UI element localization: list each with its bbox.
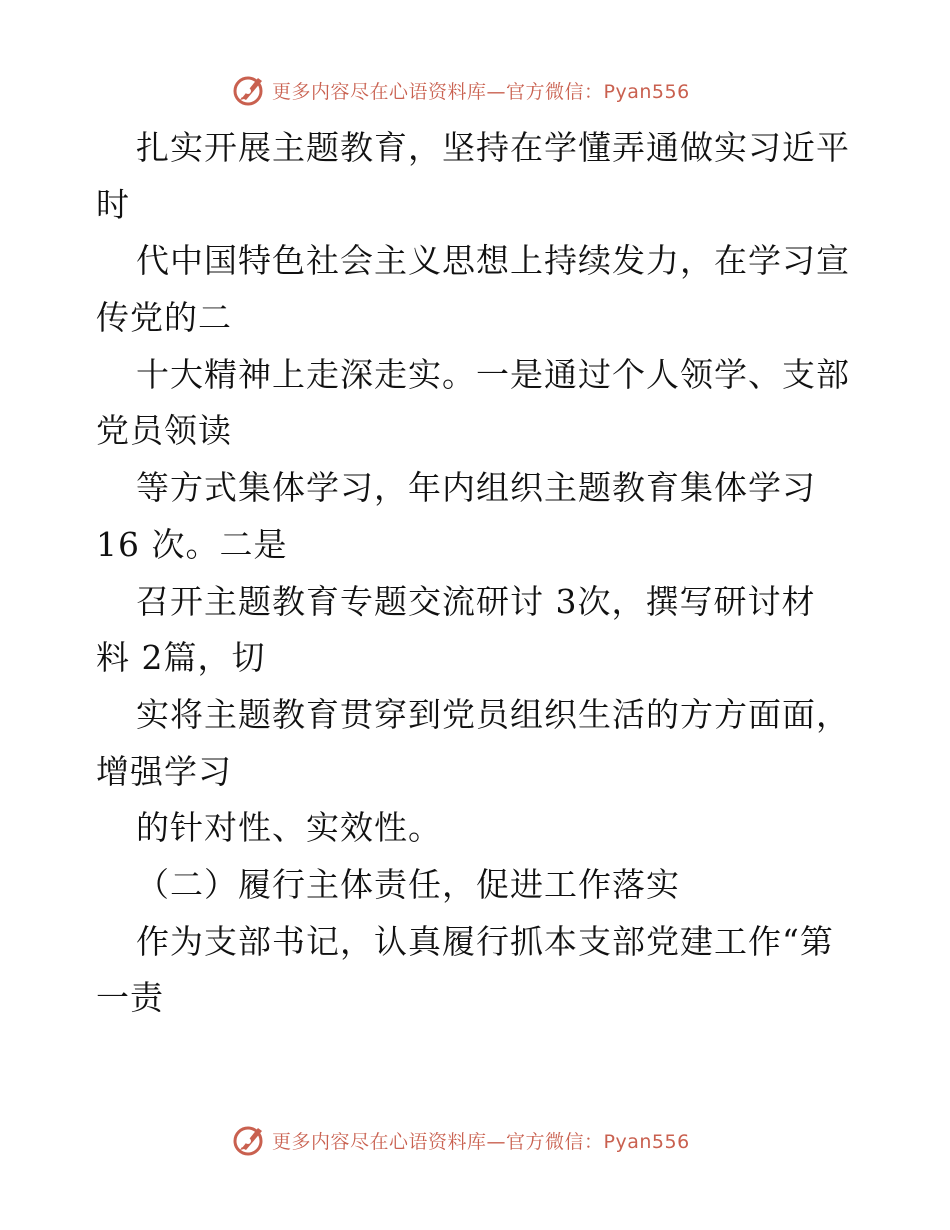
header-watermark <box>232 70 690 110</box>
text-line: 实将主题教育贯穿到党员组织生活的方方面面， <box>136 694 850 734</box>
text-line: 料 2篇，切 <box>96 638 266 678</box>
text-line: 一责 <box>96 978 164 1018</box>
text-line: 召开主题教育专题交流研讨 3次，撰写研讨材 <box>136 581 816 621</box>
footer-watermark <box>232 1120 690 1160</box>
quill-seal-icon <box>232 72 268 108</box>
text-line: 增强学习 <box>96 751 232 791</box>
text-line: 时 <box>96 184 130 224</box>
text-line: 16 次。二是 <box>96 524 288 564</box>
quill-seal-icon <box>232 1122 268 1158</box>
section-heading: （二）履行主体责任，促进工作落实 <box>136 864 680 904</box>
text-line: 传党的二 <box>96 298 232 338</box>
watermark-text: 更多内容尽在心语资料库—官方微信：Pyan556 <box>272 80 690 103</box>
text-line: 等方式集体学习，年内组织主题教育集体学习 <box>136 468 816 508</box>
text-line: 十大精神上走深走实。一是通过个人领学、支部 <box>136 354 850 394</box>
text-line: 代中国特色社会主义思想上持续发力，在学习宣 <box>136 241 850 281</box>
watermark-text: 更多内容尽在心语资料库—官方微信：Pyan556 <box>272 1130 690 1153</box>
document-body <box>96 120 856 1027</box>
text-line: 党员领读 <box>96 411 232 451</box>
text-line: 的针对性、实效性。 <box>136 808 442 848</box>
text-line: 扎实开展主题教育，坚持在学懂弄通做实习近平 <box>136 128 850 167</box>
text-line: 作为支部书记，认真履行抓本支部党建工作“第 <box>136 921 834 961</box>
